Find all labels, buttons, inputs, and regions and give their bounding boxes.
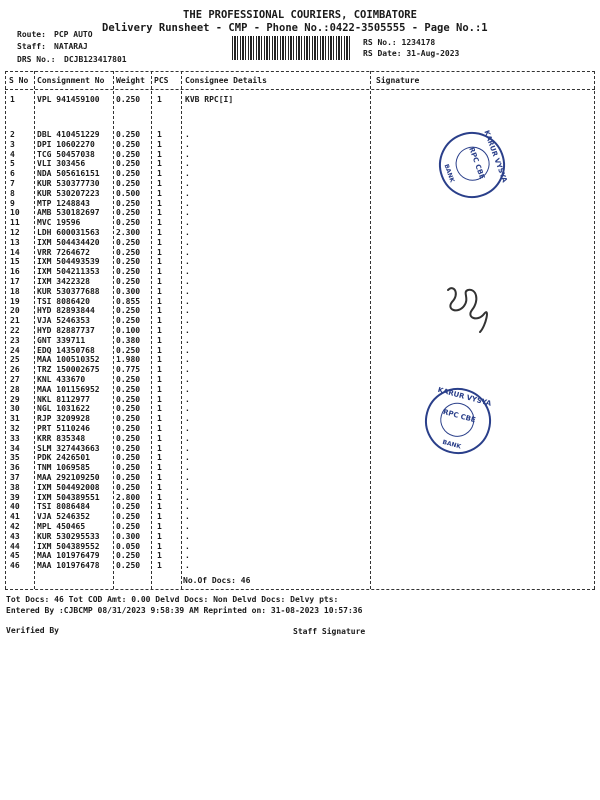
row-pcs: 1 [157, 561, 162, 571]
verified-by: Verified By [6, 626, 59, 635]
row-consignment-no: HYD 82887737 [37, 326, 95, 335]
row-serial-no: 46 [10, 561, 20, 571]
row-weight: 0.250 [116, 522, 141, 531]
col-divider-pcs [181, 71, 182, 589]
row-consignee-details: . [185, 502, 190, 512]
row-consignee-details: . [185, 561, 190, 571]
row-pcs: 1 [157, 286, 162, 296]
row-weight: 0.250 [116, 512, 141, 522]
row-pcs: 1 [157, 296, 162, 306]
row-consignment-no: KUR 530207223 [37, 188, 100, 198]
row-pcs: 1 [157, 424, 162, 433]
row-pcs: 1 [157, 384, 162, 394]
row-consignment-no: MVC 19596 [37, 218, 81, 228]
row-serial-no: 5 [10, 159, 15, 169]
row-serial-no: 39 [10, 492, 20, 502]
rs-number: RS No.: 1234178 [363, 38, 436, 47]
row-serial-no: 14 [10, 247, 20, 257]
row-weight: 0.250 [116, 433, 141, 443]
row-pcs: 1 [157, 365, 162, 375]
row-consignee-details: . [185, 453, 190, 463]
drs-value: DCJB123417801 [64, 55, 127, 64]
stamp-ring-top: KARUR VYSYA [436, 385, 493, 408]
stamp-center: RPC CBE [467, 146, 487, 181]
row-serial-no: 9 [10, 198, 15, 208]
row-consignee-details: . [185, 257, 190, 267]
row-pcs: 1 [157, 159, 162, 169]
row-weight: 1.980 [116, 355, 141, 365]
row-pcs: 1 [157, 551, 162, 561]
stamp-ring-bottom: BANK [441, 438, 462, 451]
rs-date: RS Date: 31-Aug-2023 [363, 49, 460, 58]
stamp-ring-bottom: BANK [442, 163, 456, 184]
row-consignee-details: . [185, 169, 190, 179]
col-header-signature: Signature [376, 76, 420, 85]
row-consignment-no: KUR 530377688 [37, 286, 100, 296]
row-consignment-no: KNL 433670 [37, 375, 86, 384]
row-consignee-details: . [185, 492, 190, 502]
table-left-border [5, 71, 6, 589]
row-consignee-details: . [185, 159, 190, 169]
row-weight: 0.250 [116, 149, 141, 159]
totals-line: Tot Docs: 46 Tot COD Amt: 0.00 Delvd Docs: Non Delvd Docs: Delvy pts: [6, 595, 339, 604]
row-consignment-no: EDQ 14350768 [37, 345, 95, 355]
row-pcs: 1 [157, 247, 162, 257]
row-serial-no: 36 [10, 463, 20, 473]
row-pcs: 1 [157, 188, 162, 198]
row-serial-no: 15 [10, 257, 20, 267]
row-weight: 0.380 [116, 335, 141, 345]
row-serial-no: 20 [10, 306, 20, 316]
row-consignee-details: . [185, 424, 190, 433]
row-serial-no: 29 [10, 394, 20, 404]
row-consignment-no: SLM 327443663 [37, 443, 100, 453]
row-consignment-no: KRR 835348 [37, 433, 86, 443]
row-consignment-no: MAA 101976478 [37, 561, 100, 571]
row-consignee-details: . [185, 375, 190, 384]
row-pcs: 1 [157, 267, 162, 277]
col-header-pcs: PCS [154, 76, 169, 85]
row-pcs: 1 [157, 139, 162, 149]
row-serial-no: 30 [10, 404, 20, 414]
row-consignment-no: VJA 5246353 [37, 316, 90, 326]
row-consignee-details: . [185, 277, 190, 286]
row-consignment-no: PDK 2426501 [37, 453, 90, 463]
row-consignee-details: . [185, 355, 190, 365]
row-pcs: 1 [157, 257, 162, 267]
row-weight: 0.250 [116, 453, 141, 463]
row-consignment-no: GNT 339711 [37, 335, 86, 345]
row-serial-no: 1 [10, 95, 15, 104]
row-consignment-no: IXM 504389551 [37, 492, 100, 502]
row-pcs: 1 [157, 198, 162, 208]
row-pcs: 1 [157, 502, 162, 512]
row-weight: 0.500 [116, 188, 141, 198]
row-consignee-details: . [185, 551, 190, 561]
row-weight: 2.300 [116, 228, 141, 237]
row-weight: 0.250 [116, 130, 141, 139]
row-serial-no: 25 [10, 355, 20, 365]
row-consignee-details: . [185, 306, 190, 316]
staff-signature-label: Staff Signature [293, 627, 366, 636]
row-consignee-details: . [185, 482, 190, 492]
col-divider-weight [151, 71, 152, 589]
row-consignment-no: TSI 8086420 [37, 296, 90, 306]
row-consignee-details: . [185, 414, 190, 424]
row-pcs: 1 [157, 355, 162, 365]
col-header-consignment: Consignment No [37, 76, 105, 85]
no-of-docs: No.Of Docs: 46 [183, 576, 251, 585]
row-weight: 0.250 [116, 218, 141, 228]
row-pcs: 1 [157, 95, 162, 104]
drs-label: DRS No.: [17, 55, 56, 64]
row-weight: 0.250 [116, 473, 141, 482]
row-consignee-details: . [185, 522, 190, 531]
row-weight: 0.300 [116, 531, 141, 541]
col-header-weight: Weight [116, 76, 145, 85]
row-consignment-no: MAA 292109250 [37, 473, 100, 482]
row-serial-no: 2 [10, 130, 15, 139]
row-consignment-no: KUR 530295533 [37, 531, 100, 541]
row-pcs: 1 [157, 218, 162, 228]
row-consignment-no: VJA 5246352 [37, 512, 90, 522]
row-serial-no: 17 [10, 277, 20, 286]
entered-by-line: Entered By :CJBCMP 08/31/2023 9:58:39 AM Reprinted on: 31-08-2023 10:57:36 [6, 606, 363, 615]
row-consignee-details: . [185, 443, 190, 453]
row-serial-no: 16 [10, 267, 20, 277]
row-serial-no: 18 [10, 286, 20, 296]
row-consignment-no: MAA 101976479 [37, 551, 100, 561]
row-weight: 0.250 [116, 561, 141, 571]
row-weight: 0.250 [116, 179, 141, 188]
row-serial-no: 28 [10, 384, 20, 394]
row-serial-no: 21 [10, 316, 20, 326]
row-serial-no: 26 [10, 365, 20, 375]
row-consignee-details: . [185, 473, 190, 482]
row-consignee-details: . [185, 365, 190, 375]
row-weight: 0.250 [116, 316, 141, 326]
row-weight: 0.250 [116, 139, 141, 149]
row-pcs: 1 [157, 541, 162, 551]
row-serial-no: 41 [10, 512, 20, 522]
row-pcs: 1 [157, 335, 162, 345]
row-pcs: 1 [157, 208, 162, 218]
row-consignment-no: IXM 504492008 [37, 482, 100, 492]
row-consignee-details: . [185, 149, 190, 159]
row-serial-no: 11 [10, 218, 20, 228]
row-consignee-details: . [185, 286, 190, 296]
table-right-border [594, 71, 595, 589]
row-weight: 0.250 [116, 208, 141, 218]
row-consignment-no: TSI 8086484 [37, 502, 90, 512]
row-consignee-details: . [185, 139, 190, 149]
row-serial-no: 10 [10, 208, 20, 218]
row-consignee-details: . [185, 130, 190, 139]
row-serial-no: 24 [10, 345, 20, 355]
row-pcs: 1 [157, 492, 162, 502]
row-serial-no: 23 [10, 335, 20, 345]
row-pcs: 1 [157, 228, 162, 237]
row-serial-no: 40 [10, 502, 20, 512]
bank-stamp [430, 123, 515, 208]
row-consignee-details: . [185, 404, 190, 414]
row-consignee-details: . [185, 208, 190, 218]
row-pcs: 1 [157, 345, 162, 355]
row-weight: 0.250 [116, 424, 141, 433]
row-pcs: 1 [157, 169, 162, 179]
row-weight: 0.300 [116, 286, 141, 296]
row-weight: 0.250 [116, 414, 141, 424]
row-pcs: 1 [157, 179, 162, 188]
row-consignment-no: VLI 303456 [37, 159, 86, 169]
row-consignee-details: . [185, 512, 190, 522]
table-bottom-rule [5, 589, 595, 590]
row-pcs: 1 [157, 237, 162, 247]
row-consignee-details: . [185, 316, 190, 326]
row-consignee-details: . [185, 326, 190, 335]
row-weight: 0.855 [116, 296, 141, 306]
row-consignment-no: IXM 504389552 [37, 541, 100, 551]
row-consignment-no: TNM 1069585 [37, 463, 90, 473]
row-serial-no: 37 [10, 473, 20, 482]
route-value: PCP AUTO [54, 30, 93, 39]
row-consignment-no: RJP 3209928 [37, 414, 90, 424]
runsheet-title: Delivery Runsheet - CMP - Phone No.:0422-3505555 - Page No.:1 [102, 22, 488, 34]
col-header-details: Consignee Details [185, 76, 267, 85]
row-serial-no: 8 [10, 188, 15, 198]
row-pcs: 1 [157, 433, 162, 443]
row-pcs: 1 [157, 512, 162, 522]
row-pcs: 1 [157, 306, 162, 316]
row-consignment-no: DPI 10602270 [37, 139, 95, 149]
row-weight: 0.250 [116, 95, 141, 104]
row-pcs: 1 [157, 394, 162, 404]
row-consignee-details: . [185, 384, 190, 394]
bank-stamp [418, 381, 499, 462]
row-pcs: 1 [157, 531, 162, 541]
row-consignment-no: MAA 101156952 [37, 384, 100, 394]
row-consignee-details: . [185, 463, 190, 473]
row-weight: 0.250 [116, 502, 141, 512]
col-divider-sno [34, 71, 35, 589]
row-consignee-details: . [185, 531, 190, 541]
row-consignee-details: . [185, 541, 190, 551]
row-consignee-details: . [185, 335, 190, 345]
row-weight: 0.250 [116, 443, 141, 453]
row-serial-no: 45 [10, 551, 20, 561]
route-label: Route: [17, 30, 46, 39]
row-consignment-no: NGL 1031622 [37, 404, 90, 414]
row-weight: 0.250 [116, 404, 141, 414]
row-weight: 0.250 [116, 277, 141, 286]
row-weight: 0.250 [116, 394, 141, 404]
row-pcs: 1 [157, 316, 162, 326]
row-consignee-details: . [185, 394, 190, 404]
row-pcs: 1 [157, 463, 162, 473]
row-serial-no: 33 [10, 433, 20, 443]
row-consignment-no: KUR 530377730 [37, 179, 100, 188]
row-consignment-no: LDH 600031563 [37, 228, 100, 237]
row-pcs: 1 [157, 414, 162, 424]
row-serial-no: 12 [10, 228, 20, 237]
row-serial-no: 31 [10, 414, 20, 424]
col-divider-consignment [113, 71, 114, 589]
row-pcs: 1 [157, 522, 162, 531]
row-consignee-details: . [185, 267, 190, 277]
row-consignment-no: NKL 8112977 [37, 394, 90, 404]
row-weight: 0.250 [116, 384, 141, 394]
row-consignee-details: . [185, 188, 190, 198]
row-weight: 0.250 [116, 267, 141, 277]
row-consignment-no: VRR 7264672 [37, 247, 90, 257]
row-consignee-details: . [185, 345, 190, 355]
row-serial-no: 44 [10, 541, 20, 551]
row-consignment-no: IXM 504211353 [37, 267, 100, 277]
row-consignee-details: . [185, 179, 190, 188]
row-consignee-details: . [185, 228, 190, 237]
row-serial-no: 42 [10, 522, 20, 531]
row-serial-no: 6 [10, 169, 15, 179]
row-pcs: 1 [157, 443, 162, 453]
row-weight: 0.050 [116, 541, 141, 551]
row-pcs: 1 [157, 375, 162, 384]
row-pcs: 1 [157, 404, 162, 414]
row-pcs: 1 [157, 453, 162, 463]
row-consignment-no: HYD 82893844 [37, 306, 95, 316]
row-weight: 0.100 [116, 326, 141, 335]
row-serial-no: 34 [10, 443, 20, 453]
table-header-rule [5, 89, 595, 90]
row-pcs: 1 [157, 277, 162, 286]
row-weight: 0.250 [116, 159, 141, 169]
row-serial-no: 43 [10, 531, 20, 541]
row-consignment-no: MAA 100510352 [37, 355, 100, 365]
row-weight: 0.250 [116, 551, 141, 561]
staff-value: NATARAJ [54, 42, 88, 51]
row-weight: 0.250 [116, 169, 141, 179]
row-consignee-details: . [185, 433, 190, 443]
row-weight: 0.250 [116, 198, 141, 208]
stamp-center: RPC CBE [442, 407, 477, 425]
barcode [232, 36, 352, 60]
row-serial-no: 19 [10, 296, 20, 306]
staff-label: Staff: [17, 42, 46, 51]
row-weight: 2.800 [116, 492, 141, 502]
row-serial-no: 38 [10, 482, 20, 492]
row-serial-no: 22 [10, 326, 20, 335]
row-weight: 0.250 [116, 257, 141, 267]
row-consignment-no: MTP 1248843 [37, 198, 90, 208]
row-consignment-no: VPL 941459100 [37, 95, 100, 104]
row-consignment-no: AMB 530182697 [37, 208, 100, 218]
row-consignment-no: NDA 505616151 [37, 169, 100, 179]
row-consignment-no: IXM 504434420 [37, 237, 100, 247]
row-weight: 0.775 [116, 365, 141, 375]
row-consignee-details: . [185, 198, 190, 208]
row-pcs: 1 [157, 149, 162, 159]
row-pcs: 1 [157, 130, 162, 139]
company-name: THE PROFESSIONAL COURIERS, COIMBATORE [183, 9, 417, 21]
row-consignee-details: . [185, 218, 190, 228]
row-consignee-details: . [185, 296, 190, 306]
row-serial-no: 7 [10, 179, 15, 188]
row-consignment-no: DBL 410451229 [37, 130, 100, 139]
row-weight: 0.250 [116, 306, 141, 316]
row-serial-no: 4 [10, 149, 15, 159]
row-serial-no: 32 [10, 424, 20, 433]
row-weight: 0.250 [116, 375, 141, 384]
row-serial-no: 3 [10, 139, 15, 149]
row-consignment-no: TRZ 150002675 [37, 365, 100, 375]
row-serial-no: 13 [10, 237, 20, 247]
handwritten-signature [440, 280, 500, 340]
row-serial-no: 35 [10, 453, 20, 463]
row-pcs: 1 [157, 473, 162, 482]
row-consignee-details: KVB RPC[I] [185, 95, 234, 104]
row-weight: 0.250 [116, 247, 141, 257]
stamp-ring-top: KARUR VYSYA [482, 129, 509, 184]
table-top-rule [5, 71, 595, 72]
row-consignment-no: PRT 5110246 [37, 424, 90, 433]
row-consignment-no: IXM 504493539 [37, 257, 100, 267]
row-consignment-no: TCG 50457038 [37, 149, 95, 159]
row-weight: 0.250 [116, 482, 141, 492]
row-serial-no: 27 [10, 375, 20, 384]
col-header-sno: S No [9, 76, 29, 85]
row-pcs: 1 [157, 326, 162, 335]
row-consignee-details: . [185, 247, 190, 257]
row-pcs: 1 [157, 482, 162, 492]
row-consignment-no: IXM 3422328 [37, 277, 90, 286]
row-consignee-details: . [185, 237, 190, 247]
row-weight: 0.250 [116, 237, 141, 247]
col-divider-details [370, 71, 371, 589]
row-weight: 0.250 [116, 345, 141, 355]
row-weight: 0.250 [116, 463, 141, 473]
row-consignment-no: MPL 450465 [37, 522, 86, 531]
